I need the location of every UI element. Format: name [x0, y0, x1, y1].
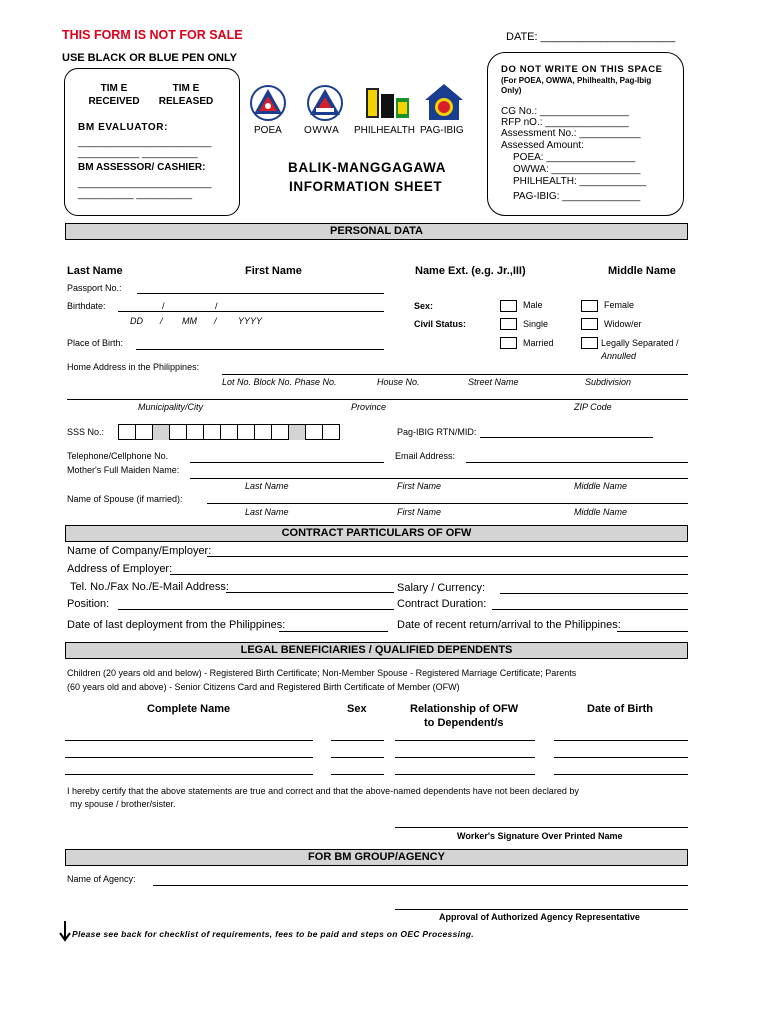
street-label: Street Name: [468, 377, 519, 387]
yyyy-label: YYYY: [238, 316, 263, 326]
section-contract-particulars: CONTRACT PARTICULARS OF OFW: [65, 525, 688, 542]
male-label: Male: [523, 300, 543, 310]
home-address-input[interactable]: [222, 374, 688, 375]
dependent-sex-input-1[interactable]: [331, 740, 384, 741]
agency-name-label: Name of Agency:: [67, 874, 136, 884]
last-name-header: Last Name: [67, 265, 123, 277]
legally-separated-label: Legally Separated /: [601, 338, 679, 348]
widow-checkbox[interactable]: [581, 318, 598, 330]
place-of-birth-input[interactable]: [136, 349, 384, 350]
relationship-header-1: Relationship of OFW: [410, 703, 519, 715]
recent-return-label: Date of recent return/arrival to the Philippines:: [397, 619, 621, 631]
arrow-down-icon: [58, 920, 72, 942]
company-input[interactable]: [207, 556, 688, 557]
last-deployment-input[interactable]: [279, 631, 388, 632]
date-of-birth-header: Date of Birth: [587, 703, 653, 715]
poea-logo-label: POEA: [254, 125, 282, 136]
agency-approval-label: Approval of Authorized Agency Representative: [439, 912, 640, 922]
form-title-line2: INFORMATION SHEET: [289, 179, 443, 194]
sss-label: SSS No.:: [67, 427, 105, 437]
civil-status-label: Civil Status:: [414, 319, 467, 329]
bm-assessor-label: BM ASSESSOR/ CASHIER:: [78, 162, 206, 173]
assessed-amount-label: Assessed Amount:: [501, 140, 584, 151]
birthdate-slash-2: /: [215, 301, 218, 311]
spouse-last-name-sub: Last Name: [245, 507, 289, 517]
single-label: Single: [523, 319, 549, 329]
name-ext-header: Name Ext. (e.g. Jr.,III): [415, 265, 526, 277]
mother-maiden-name-input[interactable]: [190, 478, 688, 479]
dependent-name-input-1[interactable]: [65, 740, 313, 741]
married-label: Married: [523, 338, 554, 348]
time-received-label: TIM E RECEIVED: [88, 83, 140, 107]
pagibig-rtn-label: Pag-IBIG RTN/MID:: [397, 427, 477, 437]
agency-name-input[interactable]: [153, 885, 688, 886]
telephone-label: Telephone/Cellphone No.: [67, 451, 169, 461]
assessor-line[interactable]: ________________________: [78, 178, 212, 189]
passport-input[interactable]: [137, 293, 384, 294]
philhealth-amount-field[interactable]: PHILHEALTH: ____________: [513, 176, 647, 187]
owwa-amount-field[interactable]: OWWA: ________________: [513, 164, 641, 175]
subdivision-label: Subdivision: [585, 377, 632, 387]
worker-signature-label: Worker's Signature Over Printed Name: [457, 831, 623, 841]
company-label: Name of Company/Employer:: [67, 545, 212, 557]
back-page-note: Please see back for checklist of requirements, fees to be paid and steps on OEC Processing.: [72, 929, 474, 939]
sex-header: Sex: [347, 703, 367, 715]
mother-last-name-sub: Last Name: [245, 481, 289, 491]
spouse-label: Name of Spouse (if married):: [67, 494, 183, 504]
assessor-line-2[interactable]: __________ __________: [78, 189, 193, 200]
legally-separated-checkbox[interactable]: [581, 337, 598, 349]
dependent-dob-input-2[interactable]: [554, 757, 688, 758]
philhealth-logo-label: PHILHEALTH: [354, 125, 415, 136]
dependent-relationship-input-2[interactable]: [395, 757, 535, 758]
not-for-sale-notice: THIS FORM IS NOT FOR SALE: [62, 28, 243, 42]
pen-note: USE BLACK OR BLUE PEN ONLY: [62, 52, 238, 64]
do-not-write-subheading: (For POEA, OWWA, Philhealth, Pag-Ibig Only): [501, 76, 652, 95]
single-checkbox[interactable]: [500, 318, 517, 330]
do-not-write-heading: DO NOT WRITE ON THIS SPACE: [501, 64, 663, 75]
female-checkbox[interactable]: [581, 300, 598, 312]
complete-name-header: Complete Name: [147, 703, 231, 715]
sss-input[interactable]: [118, 424, 340, 440]
dependent-relationship-input-3[interactable]: [395, 774, 535, 775]
municipality-label: Municipality/City: [138, 402, 204, 412]
zip-label: ZIP Code: [574, 402, 612, 412]
lot-no-label: Lot No. Block No. Phase No.: [222, 377, 337, 387]
married-checkbox[interactable]: [500, 337, 517, 349]
poea-amount-field[interactable]: POEA: ________________: [513, 152, 636, 163]
dependent-sex-input-2[interactable]: [331, 757, 384, 758]
poea-logo-icon: [250, 84, 286, 122]
spouse-input[interactable]: [207, 503, 688, 504]
mother-first-name-sub: First Name: [397, 481, 442, 491]
male-checkbox[interactable]: [500, 300, 517, 312]
section-bm-group-agency: FOR BM GROUP/AGENCY: [65, 849, 688, 866]
bm-evaluator-label: BM EVALUATOR:: [78, 122, 169, 133]
pagibig-logo-icon: [423, 82, 465, 122]
relationship-header-2: to Dependent/s: [424, 717, 504, 729]
spouse-first-name-sub: First Name: [397, 507, 442, 517]
cg-no-field[interactable]: CG No.: ________________: [501, 106, 629, 117]
middle-name-header: Middle Name: [608, 265, 676, 277]
dd-label: DD: [130, 316, 143, 326]
dependent-relationship-input-1[interactable]: [395, 740, 535, 741]
mother-maiden-name-label: Mother's Full Maiden Name:: [67, 465, 180, 475]
owwa-logo-icon: [306, 84, 344, 122]
position-input[interactable]: [118, 609, 394, 610]
assessment-no-field[interactable]: Assessment No.: ___________: [501, 128, 641, 139]
widow-label: Widow/er: [604, 319, 642, 329]
place-of-birth-label: Place of Birth:: [67, 338, 124, 348]
birthdate-input[interactable]: [118, 311, 384, 312]
tel-fax-email-input[interactable]: [226, 592, 394, 593]
dependent-name-input-2[interactable]: [65, 757, 313, 758]
agency-approval-input[interactable]: [395, 909, 688, 910]
certification-text-2: my spouse / brother/sister.: [70, 799, 176, 809]
pagibig-amount-field[interactable]: PAG-IBIG: ______________: [513, 191, 641, 202]
contract-duration-input[interactable]: [492, 609, 688, 610]
email-input[interactable]: [466, 462, 688, 463]
worker-signature-input[interactable]: [395, 827, 688, 828]
telephone-input[interactable]: [190, 462, 384, 463]
last-deployment-label: Date of last deployment from the Philippines:: [67, 619, 286, 631]
date-field[interactable]: DATE: ______________________: [506, 31, 676, 43]
requirements-note-2: (60 years old and above) - Senior Citizens Card and Registered Birth Certificate of Member (OFW): [67, 682, 460, 692]
time-released-label: TIM E RELEASED: [158, 83, 214, 107]
section-personal-data: PERSONAL DATA: [65, 223, 688, 240]
slash-label: /: [160, 316, 163, 326]
dependent-sex-input-3[interactable]: [331, 774, 384, 775]
spouse-middle-name-sub: Middle Name: [574, 507, 628, 517]
municipality-province-input[interactable]: [67, 399, 688, 400]
dependent-dob-input-1[interactable]: [554, 740, 688, 741]
first-name-header: First Name: [245, 265, 302, 277]
rfp-no-field[interactable]: RFP nO.: _______________: [501, 117, 629, 128]
certification-text-1: I hereby certify that the above statements are true and correct and that the above-named dependents have not been declared by: [67, 786, 579, 796]
form-title-line1: BALIK-MANGGAGAWA: [288, 160, 447, 175]
birthdate-label: Birthdate:: [67, 301, 106, 311]
house-no-label: House No.: [377, 377, 420, 387]
contract-duration-label: Contract Duration:: [397, 598, 487, 610]
female-label: Female: [604, 300, 635, 310]
annulled-label: Annulled: [601, 351, 637, 361]
evaluator-line-2[interactable]: ___________ __________: [78, 148, 198, 159]
salary-input[interactable]: [500, 593, 688, 594]
evaluator-line[interactable]: ________________________: [78, 137, 212, 148]
dependent-dob-input-3[interactable]: [554, 774, 688, 775]
employer-address-label: Address of Employer:: [67, 563, 173, 575]
pagibig-rtn-input[interactable]: [480, 437, 653, 438]
requirements-note-1: Children (20 years old and below) - Registered Birth Certificate; Non-Member Spouse - Registered Marriage Certificate; Parents: [67, 668, 577, 678]
home-address-label: Home Address in the Philippines:: [67, 362, 200, 372]
philhealth-logo-icon: [364, 84, 412, 122]
passport-label: Passport No.:: [67, 283, 122, 293]
mm-label: MM: [182, 316, 197, 326]
birthdate-slash-1: /: [162, 301, 165, 311]
email-label: Email Address:: [395, 451, 456, 461]
tel-fax-email-label: Tel. No./Fax No./E-Mail Address:: [70, 581, 229, 593]
position-label: Position:: [67, 598, 110, 610]
dependent-name-input-3[interactable]: [65, 774, 313, 775]
mother-middle-name-sub: Middle Name: [574, 481, 628, 491]
owwa-logo-label: OWWA: [304, 125, 340, 136]
employer-address-input[interactable]: [170, 574, 688, 575]
recent-return-input[interactable]: [617, 631, 688, 632]
salary-label: Salary / Currency:: [397, 582, 486, 594]
slash-label-2: /: [214, 316, 217, 326]
sex-label: Sex:: [414, 301, 434, 311]
province-label: Province: [351, 402, 387, 412]
pagibig-logo-label: PAG-IBIG: [420, 125, 464, 136]
section-legal-beneficiaries: LEGAL BENEFICIARIES / QUALIFIED DEPENDENTS: [65, 642, 688, 659]
